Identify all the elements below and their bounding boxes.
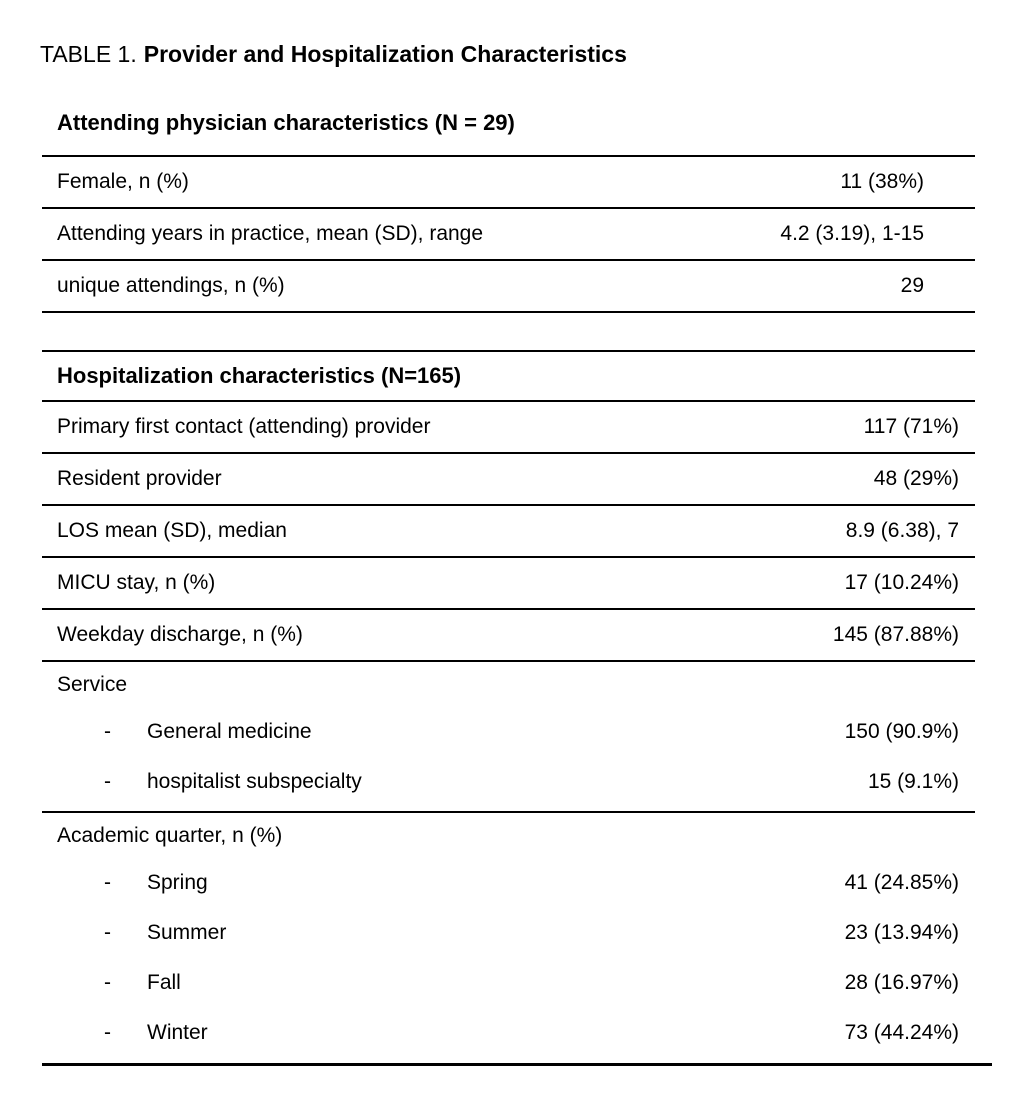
table-row-los xyxy=(42,504,975,556)
table-caption xyxy=(40,40,627,68)
dash-bullet: - xyxy=(104,1021,111,1044)
table-caption-title: Provider and Hospitalization Characteristics xyxy=(143,41,627,67)
dash-bullet: - xyxy=(104,971,111,994)
row-value: 8.9 (6.38), 7 xyxy=(845,519,959,542)
table-row-primary-first-contact xyxy=(42,400,975,452)
item-label: Fall xyxy=(147,971,181,994)
hospitalization-table xyxy=(42,350,975,1066)
row-label: unique attendings, n (%) xyxy=(57,274,285,297)
table-caption-number: TABLE 1. xyxy=(40,41,137,67)
row-label: Weekday discharge, n (%) xyxy=(57,623,303,646)
row-value: 48 (29%) xyxy=(873,467,959,490)
item-value: 28 (16.97%) xyxy=(844,971,959,994)
row-value: 4.2 (3.19), 1-15 xyxy=(780,222,924,245)
row-label: Attending years in practice, mean (SD), range xyxy=(57,222,484,245)
academic-quarter-group xyxy=(42,811,975,1063)
list-item-winter xyxy=(42,1008,975,1058)
row-value: 17 (10.24%) xyxy=(844,571,959,594)
item-label: Winter xyxy=(147,1021,208,1044)
row-value: 11 (38%) xyxy=(840,170,924,193)
row-value: 145 (87.88%) xyxy=(832,623,959,646)
item-value: 73 (44.24%) xyxy=(844,1021,959,1044)
row-value: 117 (71%) xyxy=(863,415,959,438)
row-label: Female, n (%) xyxy=(57,170,189,193)
academic-quarter-group-label: Academic quarter, n (%) xyxy=(57,823,283,847)
table-row-weekday-discharge xyxy=(42,608,975,660)
service-group xyxy=(42,660,975,811)
service-group-label: Service xyxy=(57,672,128,696)
table-row-years-in-practice xyxy=(42,207,975,259)
hospitalization-section-header-label: Hospitalization characteristics (N=165) xyxy=(57,363,462,388)
dash-bullet: - xyxy=(104,921,111,944)
item-value: 15 (9.1%) xyxy=(867,770,959,793)
row-value: 29 xyxy=(900,274,924,297)
list-item-hospitalist-subspecialty xyxy=(42,757,975,807)
list-item-fall xyxy=(42,958,975,1008)
item-label: Spring xyxy=(147,871,208,894)
list-item-general-medicine xyxy=(42,707,975,757)
attending-table xyxy=(42,155,975,313)
hospitalization-section-header xyxy=(42,350,975,400)
table-bottom-rule xyxy=(42,1063,992,1066)
item-label: General medicine xyxy=(147,720,312,743)
table-row-micu-stay xyxy=(42,556,975,608)
table-row-unique-attendings xyxy=(42,259,975,313)
dash-bullet: - xyxy=(104,871,111,894)
list-item-summer xyxy=(42,908,975,958)
item-value: 23 (13.94%) xyxy=(844,921,959,944)
row-label: Resident provider xyxy=(57,467,222,490)
item-label: Summer xyxy=(147,921,227,944)
dash-bullet: - xyxy=(104,770,111,793)
list-item-spring xyxy=(42,858,975,908)
item-label: hospitalist subspecialty xyxy=(147,770,362,793)
row-label: LOS mean (SD), median xyxy=(57,519,287,542)
row-label: Primary first contact (attending) provider xyxy=(57,415,431,438)
table-row-resident-provider xyxy=(42,452,975,504)
row-label: MICU stay, n (%) xyxy=(57,571,216,594)
dash-bullet: - xyxy=(104,720,111,743)
table-row-female xyxy=(42,155,975,207)
attending-section-header: Attending physician characteristics (N = 29) xyxy=(57,110,515,135)
item-value: 41 (24.85%) xyxy=(844,871,959,894)
item-value: 150 (90.9%) xyxy=(844,720,959,743)
